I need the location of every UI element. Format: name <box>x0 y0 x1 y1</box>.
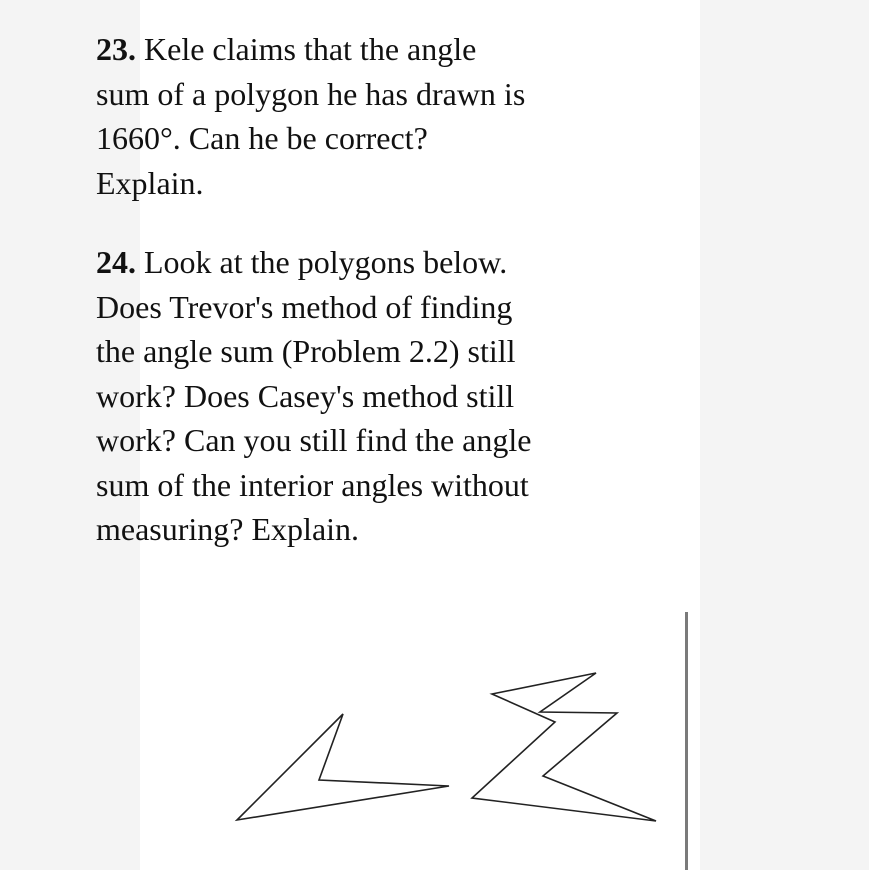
problem-text: Look at the polygons below. Does Trevor's method of finding the angle sum (Problem 2.2) still work? Does Casey's method still work? Can you still find the angle sum of the interior angles without measuring? Explain. <box>96 244 532 547</box>
zigzag-polygon <box>472 673 656 821</box>
problem-number: 23. <box>96 31 136 67</box>
problem-number: 24. <box>96 244 136 280</box>
problem-text: Kele claims that the angle sum of a polygon he has drawn is 1660°. Can he be correct? Explain. <box>96 31 526 201</box>
concave-quadrilateral <box>237 714 449 820</box>
scrollbar[interactable] <box>685 612 688 870</box>
